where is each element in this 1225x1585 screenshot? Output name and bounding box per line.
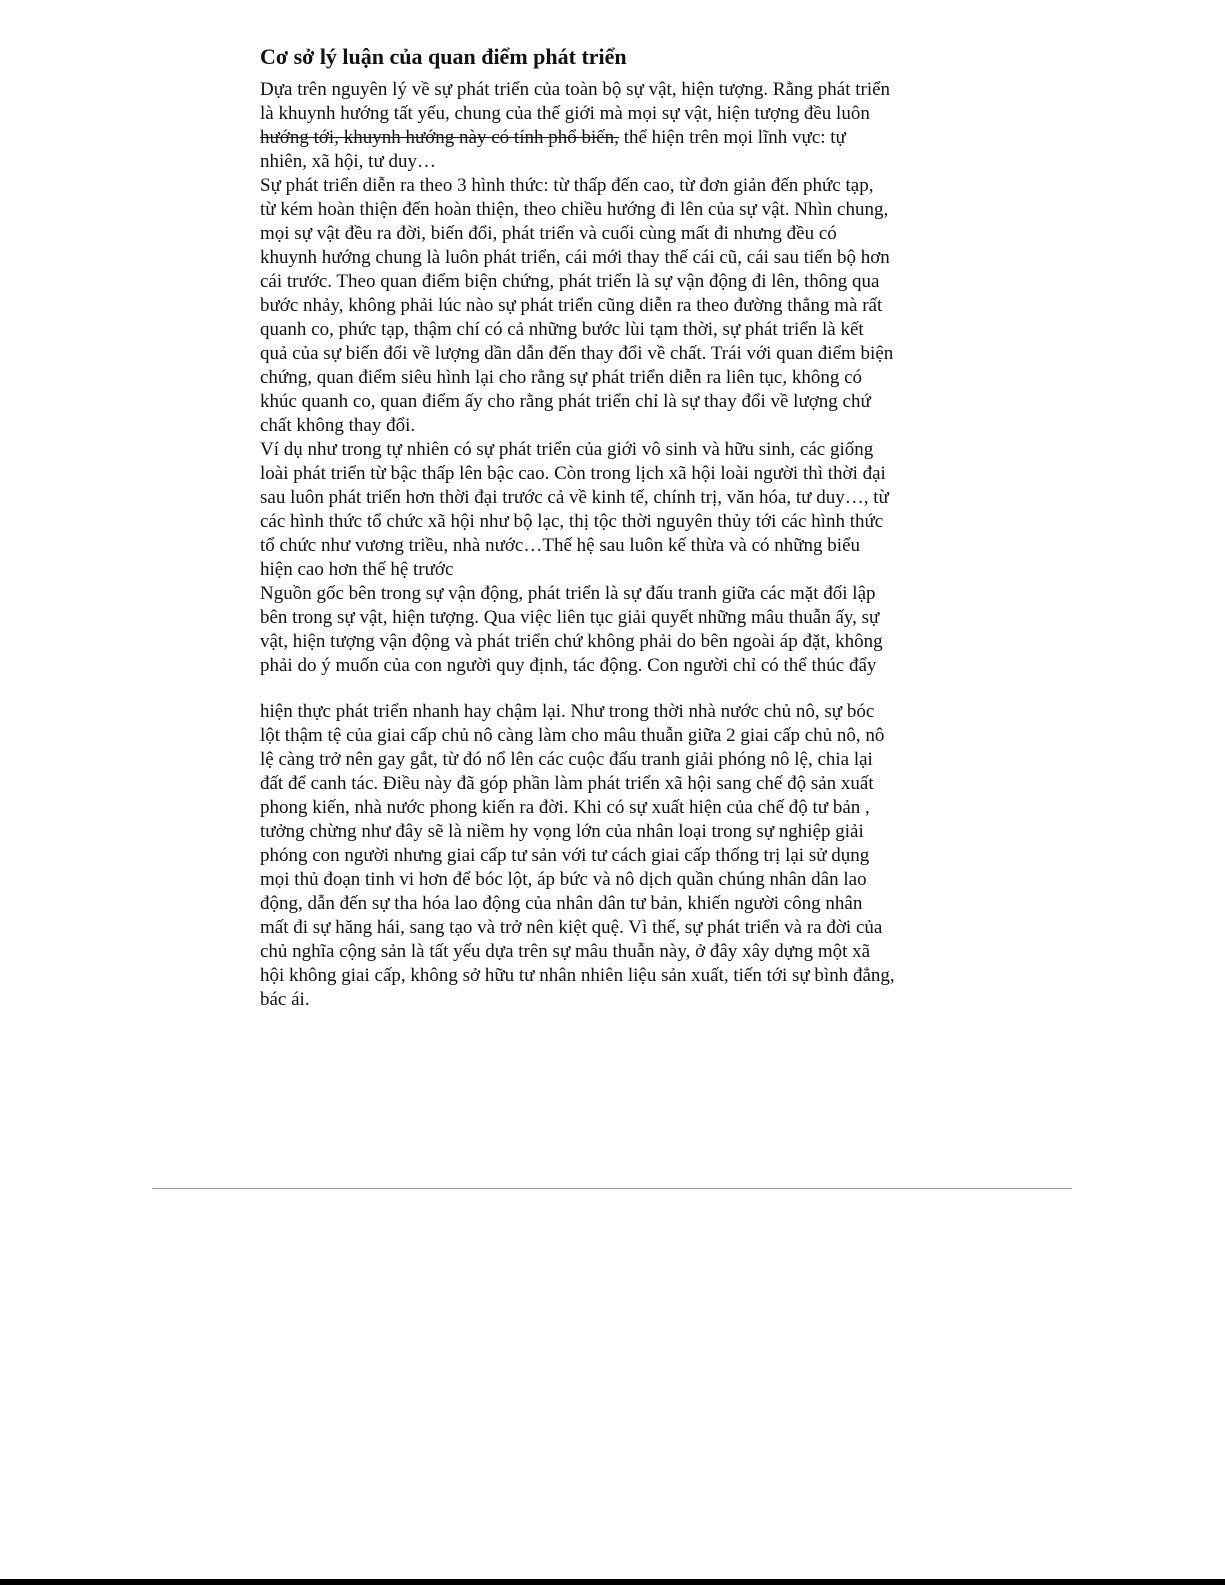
strikethrough-text: hướng tới, khuynh hướng này có tính phổ biến, bbox=[260, 127, 619, 148]
text-line: Sự phát triển diễn ra theo 3 hình thức: từ thấp đến cao, từ đơn giản đến phức tạp, bbox=[260, 175, 874, 196]
text-line bbox=[260, 126, 965, 150]
text-line: phóng con người nhưng giai cấp tư sản với tư cách giai cấp thống trị lại sử dụng bbox=[260, 845, 870, 866]
text-line: hội không giai cấp, không sở hữu tư nhân nhiên liệu sản xuất, tiến tới sự bình đẳng, bbox=[260, 965, 895, 986]
text-line: đất để canh tác. Điều này đã góp phần làm phát triển xã hội sang chế độ sản xuất bbox=[260, 773, 874, 794]
text-line: mất đi sự hăng hái, sang tạo và trở nên kiệt quệ. Vì thế, sự phát triển và ra đời của bbox=[260, 917, 883, 938]
text-line: lột thậm tệ của giai cấp chủ nô càng làm cho mâu thuẫn giữa 2 giai cấp chủ nô, nô bbox=[260, 725, 885, 746]
text-line: các hình thức tổ chức xã hội như bộ lạc, thị tộc thời nguyên thủy tới các hình thức bbox=[260, 511, 884, 532]
body-text-block-2 bbox=[260, 700, 965, 1012]
text-line: lệ càng trở nên gay gắt, từ đó nổ lên các cuộc đấu tranh giải phóng nô lệ, chia lại bbox=[260, 749, 873, 770]
text-line: cái trước. Theo quan điểm biện chứng, phát triển là sự vận động đi lên, thông qua bbox=[260, 271, 880, 292]
document-title: Cơ sở lý luận của quan điểm phát triển bbox=[260, 44, 627, 69]
text-line: Nguồn gốc bên trong sự vận động, phát triển là sự đấu tranh giữa các mặt đối lập bbox=[260, 583, 876, 604]
text-line: bước nhảy, không phải lúc nào sự phát triển cũng diễn ra theo đường thẳng mà rất bbox=[260, 295, 883, 316]
text-line: hiện cao hơn thế hệ trước bbox=[260, 559, 454, 580]
text-line: sau luôn phát triển hơn thời đại trước cả về kinh tế, chính trị, văn hóa, tư duy…, từ bbox=[260, 487, 889, 508]
text-line: từ kém hoàn thiện đến hoàn thiện, theo chiều hướng đi lên của sự vật. Nhìn chung, bbox=[260, 199, 889, 220]
text-line: quanh co, phức tạp, thậm chí có cả những bước lùi tạm thời, sự phát triển là kết bbox=[260, 319, 864, 340]
text-line: loài phát triển từ bậc thấp lên bậc cao. Còn trong lịch xã hội loài người thì thời đại bbox=[260, 463, 886, 484]
text-line: nhiên, xã hội, tư duy… bbox=[260, 151, 437, 172]
text-line: mọi sự vật đều ra đời, biến đổi, phát triển và cuối cùng mất đi nhưng đều có bbox=[260, 223, 837, 244]
text-segment: thể hiện trên mọi lĩnh vực: tự bbox=[618, 127, 846, 148]
text-line: quả của sự biến đổi về lượng dần dẫn đến thay đổi về chất. Trái với quan điểm biện bbox=[260, 343, 894, 364]
text-line: là khuynh hướng tất yếu, chung của thế giới mà mọi sự vật, hiện tượng đều luôn bbox=[260, 103, 870, 124]
bottom-edge-bar bbox=[0, 1579, 1225, 1585]
text-line: phải do ý muốn của con người quy định, tác động. Con người chỉ có thể thúc đẩy bbox=[260, 655, 877, 676]
text-line: Ví dụ như trong tự nhiên có sự phát triển của giới vô sinh và hữu sinh, các giống bbox=[260, 439, 874, 460]
text-line: khuynh hướng chung là luôn phát triển, cái mới thay thế cái cũ, cái sau tiến bộ hơn bbox=[260, 247, 890, 268]
text-line: hiện thực phát triển nhanh hay chậm lại. Như trong thời nhà nước chủ nô, sự bóc bbox=[260, 701, 875, 722]
text-line: chủ nghĩa cộng sản là tất yếu dựa trên sự mâu thuẫn này, ở đây xây dựng một xã bbox=[260, 941, 871, 962]
text-line: phong kiến, nhà nước phong kiến ra đời. Khi có sự xuất hiện của chế độ tư bản , bbox=[260, 797, 870, 818]
text-line: Dựa trên nguyên lý về sự phát triển của toàn bộ sự vật, hiện tượng. Rằng phát triển bbox=[260, 79, 891, 100]
text-line: bác ái. bbox=[260, 989, 310, 1010]
text-line: chứng, quan điểm siêu hình lại cho rằng sự phát triển diễn ra liên tục, không có bbox=[260, 367, 863, 388]
text-line: tổ chức như vương triều, nhà nước…Thế hệ sau luôn kế thừa và có những biểu bbox=[260, 535, 861, 556]
page-divider bbox=[152, 1188, 1072, 1189]
text-line: vật, hiện tượng vận động và phát triển chứ không phải do bên ngoài áp đặt, không bbox=[260, 631, 883, 652]
text-line: mọi thủ đoạn tinh vi hơn để bóc lột, áp bức và nô dịch quần chúng nhân dân lao bbox=[260, 869, 867, 890]
text-line: chất không thay đổi. bbox=[260, 415, 416, 436]
body-text-block-1 bbox=[260, 78, 965, 678]
text-line: bên trong sự vật, hiện tượng. Qua việc liên tục giải quyết những mâu thuẫn ấy, sự bbox=[260, 607, 880, 628]
text-line: tưởng chừng như đây sẽ là niềm hy vọng lớn của nhân loại trong sự nghiệp giải bbox=[260, 821, 864, 842]
text-line: động, dẫn đến sự tha hóa lao động của nhân dân tư bản, khiến người công nhân bbox=[260, 893, 863, 914]
text-line: khúc quanh co, quan điểm ấy cho rằng phát triển chỉ là sự thay đổi về lượng chứ bbox=[260, 391, 871, 412]
